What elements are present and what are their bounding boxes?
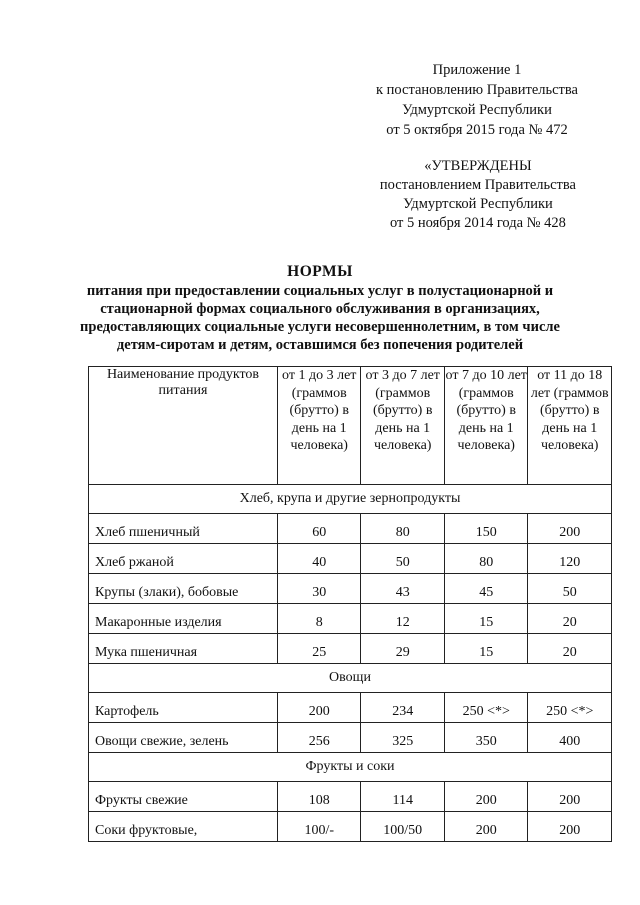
- norm-value: 15: [444, 634, 528, 664]
- table-header-row: [89, 367, 612, 485]
- norm-value: 200: [528, 812, 612, 842]
- norm-value: 100/50: [361, 812, 445, 842]
- approval-line: от 5 ноября 2014 года № 428: [389, 215, 566, 231]
- appendix-line: Приложение 1: [432, 62, 522, 78]
- appendix-line: от 5 октября 2015 года № 472: [386, 122, 568, 138]
- approval-line: Удмуртской Республики: [403, 196, 553, 212]
- norm-value: 108: [277, 782, 361, 812]
- norm-value: 325: [361, 723, 445, 753]
- section-title: Хлеб, крупа и другие зернопродукты: [89, 485, 612, 514]
- table-row: [89, 514, 612, 544]
- section-row: [89, 664, 612, 693]
- approval-line: «УТВЕРЖДЕНЫ: [424, 158, 532, 174]
- norm-value: 150: [444, 514, 528, 544]
- norm-value: 20: [528, 604, 612, 634]
- norm-value: 250 <*>: [444, 693, 528, 723]
- norm-value: 15: [444, 604, 528, 634]
- age-column-header-1-3: от 1 до 3 лет (граммов (брутто) в день на 1 человека): [277, 367, 361, 485]
- norm-value: 60: [277, 514, 361, 544]
- age-column-header-3-7: от 3 до 7 лет (граммов (брутто) в день на 1 человека): [361, 367, 445, 485]
- document-title: НОРМЫ: [287, 263, 353, 280]
- norm-value: 200: [444, 782, 528, 812]
- norm-value: 25: [277, 634, 361, 664]
- approval-line: постановлением Правительства: [379, 177, 576, 193]
- table-row: [89, 634, 612, 664]
- norm-value: 29: [361, 634, 445, 664]
- norm-value: 200: [528, 782, 612, 812]
- norm-value: 40: [277, 544, 361, 574]
- norm-value: 200: [277, 693, 361, 723]
- norm-value: 20: [528, 634, 612, 664]
- product-name: Картофель: [89, 693, 278, 723]
- norm-value: 120: [528, 544, 612, 574]
- norm-value: 50: [361, 544, 445, 574]
- table-row: [89, 574, 612, 604]
- norm-value: 12: [361, 604, 445, 634]
- norm-value: 256: [277, 723, 361, 753]
- table-row: [89, 693, 612, 723]
- norm-value: 350: [444, 723, 528, 753]
- document-subtitle: питания при предоставлении социальных услуг в полустационарной и стационарной формах социального обслуживания в организациях, предоставляющих социальные услуги несовершеннолетним, в том числе детям-сиротам и детям, оставшимся без попечения родителей: [80, 283, 560, 353]
- product-column-header: Наименование продуктов питания: [89, 367, 278, 485]
- section-row: [89, 753, 612, 782]
- norm-value: 114: [361, 782, 445, 812]
- product-name: Макаронные изделия: [89, 604, 278, 634]
- nutrition-norms-table: [88, 366, 612, 842]
- norm-value: 250 <*>: [528, 693, 612, 723]
- appendix-block: [376, 60, 578, 140]
- section-title: Фрукты и соки: [89, 753, 612, 782]
- approval-block: [380, 157, 576, 233]
- table-row: [89, 604, 612, 634]
- table-row: [89, 544, 612, 574]
- product-name: Хлеб пшеничный: [89, 514, 278, 544]
- product-name: Мука пшеничная: [89, 634, 278, 664]
- age-column-header-7-10: от 7 до 10 лет (граммов (брутто) в день на 1 человека): [444, 367, 528, 485]
- product-name: Фрукты свежие: [89, 782, 278, 812]
- product-name: Хлеб ржаной: [89, 544, 278, 574]
- norm-value: 80: [444, 544, 528, 574]
- norm-value: 45: [444, 574, 528, 604]
- norms-heading: [0, 262, 640, 354]
- table-row: [89, 782, 612, 812]
- age-column-header-11-18: от 11 до 18 лет (граммов (брутто) в день на 1 человека): [528, 367, 612, 485]
- table-row: [89, 723, 612, 753]
- product-name: Соки фруктовые,: [89, 812, 278, 842]
- table-row: [89, 812, 612, 842]
- norm-value: 80: [361, 514, 445, 544]
- norm-value: 43: [361, 574, 445, 604]
- appendix-line: Удмуртской Республики: [402, 102, 552, 118]
- norm-value: 50: [528, 574, 612, 604]
- norm-value: 200: [444, 812, 528, 842]
- norm-value: 8: [277, 604, 361, 634]
- norm-value: 200: [528, 514, 612, 544]
- section-title: Овощи: [89, 664, 612, 693]
- product-name: Овощи свежие, зелень: [89, 723, 278, 753]
- norm-value: 234: [361, 693, 445, 723]
- appendix-line: к постановлению Правительства: [376, 82, 578, 98]
- norm-value: 30: [277, 574, 361, 604]
- norm-value: 400: [528, 723, 612, 753]
- product-name: Крупы (злаки), бобовые: [89, 574, 278, 604]
- section-row: [89, 485, 612, 514]
- norm-value: 100/-: [277, 812, 361, 842]
